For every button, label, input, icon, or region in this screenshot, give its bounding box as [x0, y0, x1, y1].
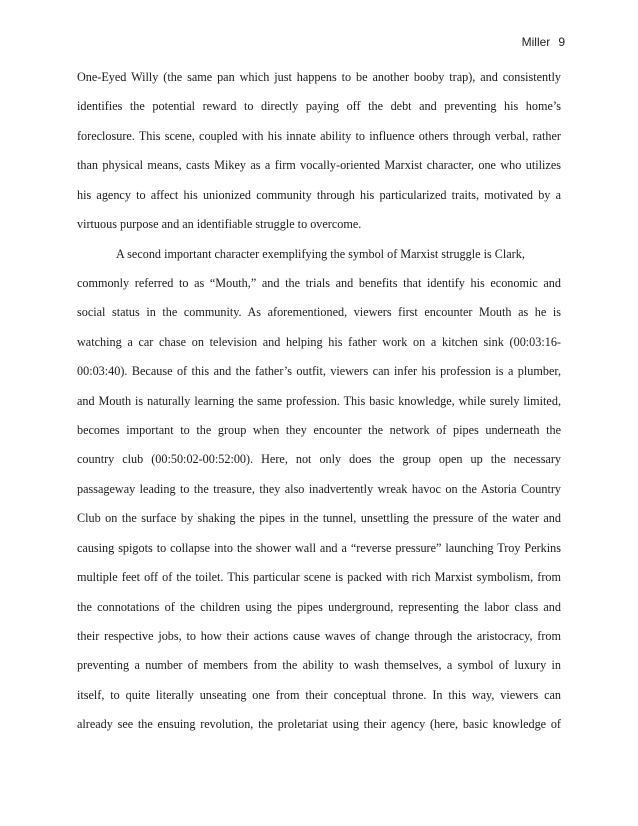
- text-line: commonly referred to as “Mouth,” and the trials and benefits that identify his economic and: [77, 275, 561, 290]
- header-page-number: 9: [558, 35, 565, 49]
- text-line: Club on the surface by shaking the pipes in the tunnel, unsettling the pressure of the water and: [77, 511, 561, 526]
- header-author: Miller: [521, 35, 551, 49]
- text-line: virtuous purpose and an identifiable struggle to overcome.: [77, 217, 362, 232]
- text-line: their respective jobs, to how their actions cause waves of change through the aristocracy, from: [77, 629, 561, 644]
- text-line: preventing a number of members from the ability to wash themselves, a symbol of luxury in: [77, 658, 561, 673]
- text-line: his agency to affect his unionized community through his particularized traits, motivated by a: [77, 187, 561, 202]
- text-line: identifies the potential reward to directly paying off the debt and preventing his home’s: [77, 99, 561, 114]
- text-line: foreclosure. This scene, coupled with his innate ability to influence others through verbal, rather: [77, 128, 561, 143]
- text-line: country club (00:50:02-00:52:00). Here, not only does the group open up the necessary: [77, 452, 561, 467]
- text-line: the connotations of the children using the pipes underground, representing the labor class and: [77, 599, 561, 614]
- text-line: One-Eyed Willy (the same pan which just happens to be another booby trap), and consistently: [77, 70, 561, 84]
- text-line: social status in the community. As aforementioned, viewers first encounter Mouth as he is: [77, 305, 561, 320]
- text-line: causing spigots to collapse into the shower wall and a “reverse pressure” launching Troy Perkins: [77, 540, 561, 555]
- text-line: passageway leading to the treasure, they also inadvertently wreak havoc on the Astoria Country: [77, 481, 561, 496]
- text-line: and Mouth is naturally learning the same profession. This basic knowledge, while surely limited,: [77, 393, 561, 408]
- page-header: [522, 35, 565, 49]
- text-line: than physical means, casts Mikey as a firm vocally-oriented Marxist character, one who utilizes: [77, 158, 561, 173]
- text-line: becomes important to the group when they encounter the network of pipes underneath the: [77, 423, 561, 438]
- text-line: watching a car chase on television and helping his father work on a kitchen sink (00:03:16-: [77, 334, 561, 349]
- text-line: already see the ensuing revolution, the proletariat using their agency (here, basic knowledge of: [77, 717, 561, 732]
- text-line: 00:03:40). Because of this and the father’s outfit, viewers can infer his profession is a plumber,: [77, 364, 561, 379]
- body-text: [77, 63, 561, 740]
- text-line: multiple feet off of the toilet. This particular scene is packed with rich Marxist symbolism, from: [77, 570, 561, 585]
- text-line: A second important character exemplifying the symbol of Marxist struggle is Clark,: [116, 246, 525, 261]
- text-line: itself, to quite literally unseating one from their conceptual throne. In this way, viewers can: [77, 687, 561, 702]
